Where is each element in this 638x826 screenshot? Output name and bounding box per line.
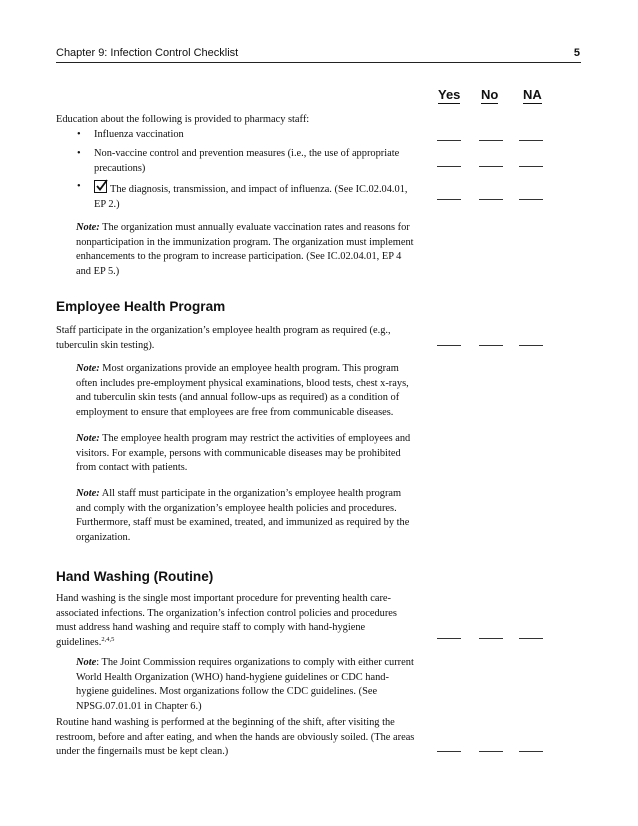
answer-blank-yes[interactable] — [437, 345, 461, 346]
answer-blank-yes[interactable] — [437, 199, 461, 200]
answer-blank-no[interactable] — [479, 345, 503, 346]
checkbox-checked-icon[interactable] — [94, 180, 107, 193]
answer-blank-yes[interactable] — [437, 140, 461, 141]
page-number: 5 — [573, 47, 580, 59]
employee-health-note — [76, 432, 416, 476]
education-bullet-diagnosis-text: The diagnosis, transmission, and impact of influenza. (See IC.02.04.01, EP 2.) — [94, 184, 408, 210]
note-label: Note: — [76, 488, 100, 499]
employee-health-note-text: The employee health program may restrict the activities of employees and visitors. For example, persons with communicable diseases may be prohibited from contact with patients. — [76, 433, 411, 474]
bullet-marker: • — [77, 148, 81, 159]
answer-blank-na[interactable] — [519, 345, 543, 346]
education-intro: Education about the following is provided to pharmacy staff: — [56, 114, 310, 125]
answer-blank-na[interactable] — [519, 140, 543, 141]
employee-health-note-text: All staff must participate in the organization’s employee health program and comply with the organization’s employee health policies and procedures. Furthermore, staff must be examined, treated, and immunized as required by the organization. — [76, 488, 410, 543]
employee-health-note — [76, 362, 416, 420]
employee-health-item: Staff participate in the organization’s employee health program as required (e.g., tuberculin skin testing). — [56, 325, 391, 351]
hand-washing-item-routine: Routine hand washing is performed at the beginning of the shift, after visiting the restroom, before and after eating, and when the hands are obviously soiled. (The areas under the fingernails must be kept clean.) — [56, 717, 415, 758]
answer-blank-na[interactable] — [519, 199, 543, 200]
employee-health-note — [76, 487, 416, 545]
hand-washing-note-text: The Joint Commission requires organizations to comply with either current World Health Organization (WHO) hand-hygiene guidelines or CDC hand-hygiene guidelines. Most organizations follow the CDC guidelines. (See NPSG.07.01.01 in Chapter 6.) — [76, 657, 414, 712]
education-bullet-diagnosis — [94, 180, 416, 212]
bullet-marker: • — [77, 129, 81, 140]
answer-blank-na[interactable] — [519, 166, 543, 167]
education-bullet-influenza: Influenza vaccination — [94, 129, 184, 140]
answer-blank-yes[interactable] — [437, 166, 461, 167]
note-label: Note: — [76, 222, 100, 233]
hand-washing-note: Note: The Joint Commission requires organizations to comply with either current World Health Organization (WHO) hand-hygiene guidelines or CDC hand-hygiene guidelines. Most organizations follow the CDC guidelines. (See NPSG.07.01.01 in Chapter 6.) — [76, 657, 414, 712]
answer-blank-no[interactable] — [479, 751, 503, 752]
hand-washing-item-importance — [56, 592, 414, 650]
answer-blank-no[interactable] — [479, 199, 503, 200]
section-heading-hand-washing: Hand Washing (Routine) — [56, 569, 214, 584]
note-label: Note: — [76, 433, 100, 444]
hand-washing-item-text: Hand washing is the single most important procedure for preventing health care-associated infections. The organization’s infection control policies and procedures must address hand washing and require staff to comply with hand-hygiene guidelines. — [56, 593, 397, 648]
education-note — [76, 221, 416, 279]
answer-blank-no[interactable] — [479, 166, 503, 167]
bullet-marker: • — [77, 181, 81, 192]
answer-blank-no[interactable] — [479, 140, 503, 141]
answer-blank-na[interactable] — [519, 638, 543, 639]
column-yes-heading: Yes — [438, 87, 461, 102]
answer-blank-yes[interactable] — [437, 751, 461, 752]
employee-health-note-text: Most organizations provide an employee health program. This program often includes pre-employment physical examinations, blood tests, chest x-rays, and tuberculin skin tests (and annual follow-ups as required) as a condition of employment to ensure that employees are free from communicable diseases. — [76, 363, 409, 418]
education-bullet-nonvaccine: Non-vaccine control and prevention measures (i.e., the use of appropriate precautions) — [94, 148, 400, 174]
note-label: Note: — [76, 363, 100, 374]
header-rule — [56, 62, 581, 63]
section-heading-employee-health: Employee Health Program — [56, 299, 226, 314]
column-na-heading: NA — [523, 87, 542, 102]
note-label: Note — [76, 657, 97, 668]
reference-superscript: 2,4,5 — [101, 635, 115, 643]
answer-blank-yes[interactable] — [437, 638, 461, 639]
answer-blank-no[interactable] — [479, 638, 503, 639]
column-no-heading: No — [481, 87, 499, 102]
chapter-header: Chapter 9: Infection Control Checklist — [56, 47, 239, 59]
answer-blank-na[interactable] — [519, 751, 543, 752]
education-note-text: The organization must annually evaluate vaccination rates and reasons for nonparticipation in the immunization program. The organization must implement enhancements to the program to increase participation. (See IC.02.04.01, EP 4 and EP 5.) — [76, 222, 414, 277]
